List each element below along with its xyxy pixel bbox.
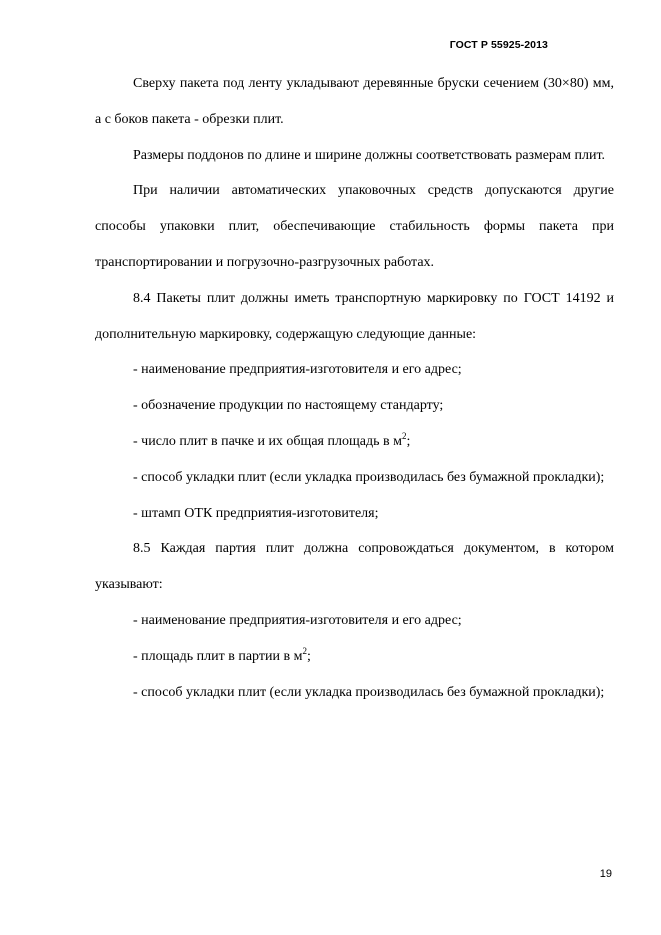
superscript: 2 [401, 430, 407, 441]
page-number: 19 [599, 868, 612, 880]
list-item: - обозначение продукции по настоящему стандарту; [133, 398, 444, 414]
list-item-punct: ; [406, 433, 411, 449]
paragraph-packing-methods: При наличии автоматических упаковочных средств допускаются другие способы упаковки плит, обеспечивающие стабильность формы пакета при транспортировании и погрузочно-разгрузочных работах. [95, 183, 614, 270]
document-header: ГОСТ Р 55925-2013 [449, 39, 548, 51]
list-item-text: - площадь плит в партии в м [133, 648, 303, 664]
superscript: 2 [302, 645, 307, 656]
paragraph-pallet-size: Размеры поддонов по длине и ширине должны соответствовать размерам плит. [133, 147, 606, 163]
list-item: - способ укладки плит (если укладка производилась без бумажной прокладки); [133, 684, 605, 700]
document-body [95, 66, 614, 710]
list-item: - наименование предприятия-изготовителя и его адрес; [133, 612, 462, 628]
list-item: - способ укладки плит (если укладка производилась без бумажной прокладки); [133, 469, 605, 485]
list-item-punct: ; [306, 648, 311, 664]
list-item: - штамп ОТК предприятия-изготовителя; [133, 505, 379, 521]
list-item [95, 424, 614, 460]
list-item [95, 639, 614, 675]
paragraph-bars: Сверху пакета под ленту укладывают деревянные бруски сечением (30×80) мм, а с боков пакета - обрезки плит. [95, 76, 614, 127]
paragraph-8-5: 8.5 Каждая партия плит должна сопровождаться документом, в котором указывают: [95, 541, 614, 593]
list-item-text: - число плит в пачке и их общая площадь в м [133, 433, 402, 449]
list-item: - наименование предприятия-изготовителя и его адрес; [133, 362, 462, 378]
paragraph-8-4: 8.4 Пакеты плит должны иметь транспортную маркировку по ГОСТ 14192 и дополнительную маркировку, содержащую следующие данные: [95, 290, 614, 342]
